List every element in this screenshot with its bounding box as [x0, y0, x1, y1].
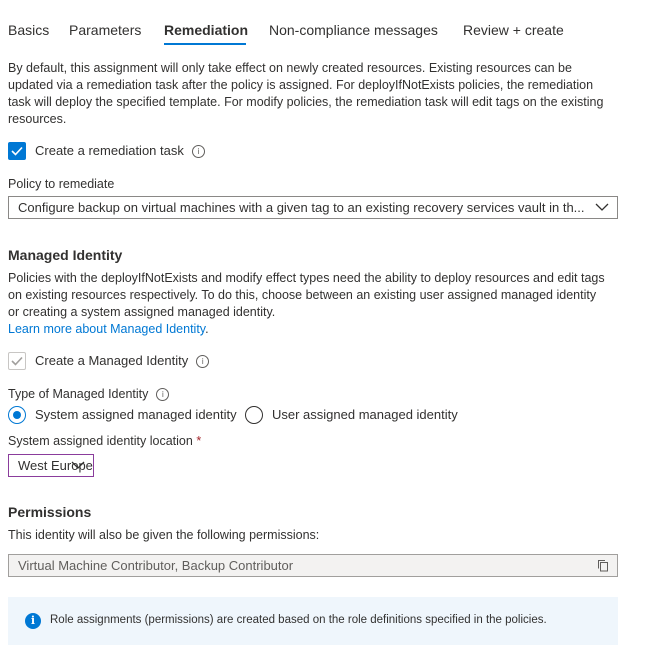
create-managed-identity-label: Create a Managed Identity i: [35, 353, 209, 368]
managed-identity-description: Policies with the deployIfNotExists and modify effect types need the ability to deploy resources and edit tags on existing resources respectively. To do this, choose between an existing user assigned managed identity or creating a system assigned managed identity. Learn more about Managed Identity.: [8, 271, 605, 336]
info-icon[interactable]: i: [156, 388, 169, 401]
create-remediation-task-label: Create a remediation task i: [35, 143, 205, 158]
checkmark-icon: [11, 356, 23, 366]
managed-identity-title: Managed Identity: [8, 247, 123, 263]
info-icon[interactable]: i: [192, 145, 205, 158]
policy-to-remediate-dropdown[interactable]: [8, 196, 618, 219]
learn-more-managed-identity-link[interactable]: Learn more about Managed Identity: [8, 322, 206, 336]
permissions-title: Permissions: [8, 504, 92, 520]
permissions-description: This identity will also be given the following permissions:: [8, 528, 320, 542]
user-assigned-label: User assigned managed identity: [272, 407, 458, 422]
checkmark-icon: [11, 146, 23, 156]
create-managed-identity-checkbox[interactable]: [8, 352, 26, 370]
tab-basics[interactable]: Basics: [8, 22, 50, 38]
policy-to-remediate-value: Configure backup on virtual machines with a given tag to an existing recovery services vault in th...: [18, 200, 585, 215]
create-remediation-task-checkbox[interactable]: [8, 142, 26, 160]
tab-remediation[interactable]: Remediation: [164, 22, 249, 38]
system-assigned-label: System assigned managed identity: [35, 407, 237, 422]
identity-location-label: System assigned identity location *: [8, 434, 202, 448]
tab-non-compliance-messages[interactable]: Non-compliance messages: [269, 22, 438, 38]
tab-review-create[interactable]: Review + create: [463, 22, 564, 38]
chevron-down-icon: [71, 460, 85, 470]
policy-to-remediate-label: Policy to remediate: [8, 177, 115, 191]
permissions-value: Virtual Machine Contributor, Backup Contributor: [18, 558, 294, 573]
system-assigned-radio[interactable]: [8, 406, 26, 424]
info-banner-text: Role assignments (permissions) are created based on the role definitions specified in the policies.: [50, 614, 547, 626]
info-banner: [8, 597, 618, 645]
permissions-field: [8, 554, 618, 577]
copy-icon[interactable]: [597, 559, 609, 572]
chevron-down-icon: [595, 202, 609, 212]
user-assigned-radio[interactable]: [245, 406, 263, 424]
remediation-description: By default, this assignment will only take effect on newly created resources. Existing resources can be updated via a remediation task after the policy is assigned. For deployIfNotExists policies, the remediation task will deploy the specified template. For modify policies, the remediation task will edit tags on the existing resources.: [8, 61, 604, 126]
info-icon: i: [25, 613, 41, 629]
managed-identity-type-label: Type of Managed Identity i: [8, 387, 169, 401]
active-tab-indicator: [164, 43, 246, 45]
identity-location-dropdown[interactable]: [8, 454, 94, 477]
tab-parameters[interactable]: Parameters: [69, 22, 142, 38]
identity-location-value: West Europe: [18, 458, 93, 473]
required-indicator: *: [196, 434, 202, 448]
info-icon[interactable]: i: [196, 355, 209, 368]
